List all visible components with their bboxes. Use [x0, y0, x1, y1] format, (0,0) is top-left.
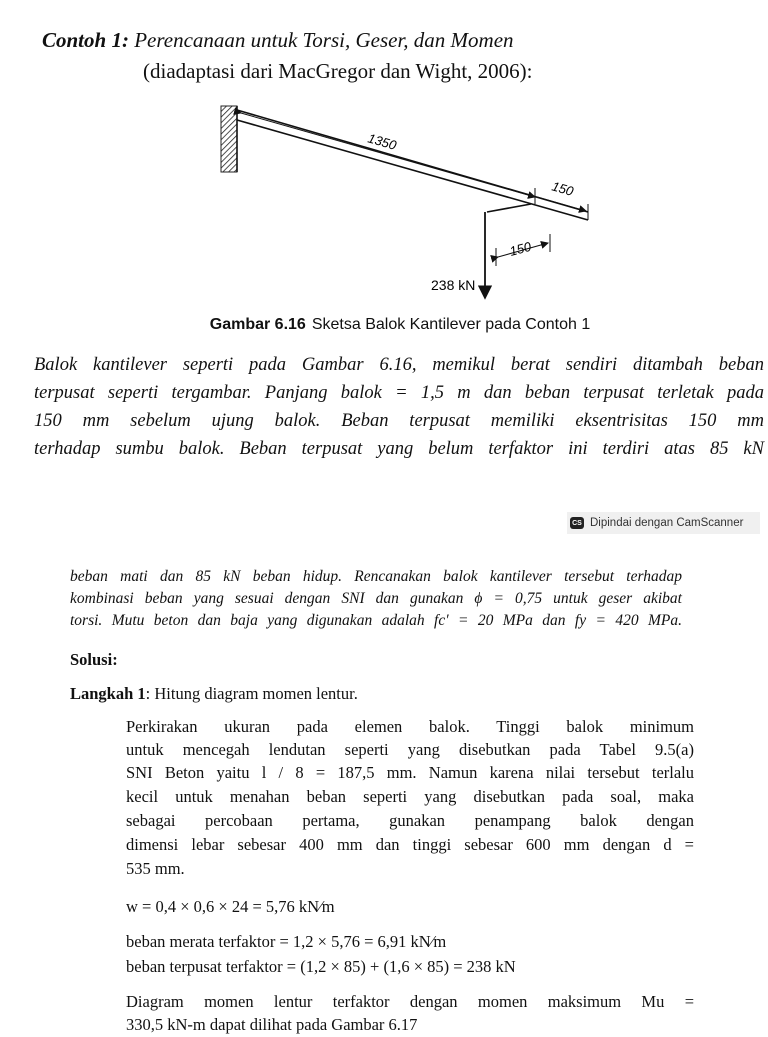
paragraph-line: terhadap sumbu balok. Beban terpusat yang belum terfaktor ini terdiri atas 85 kN — [34, 439, 764, 459]
body-line-cut: 330,5 kN-m dapat dilihat pada Gambar 6.17 — [126, 1015, 418, 1034]
body-line: sebagai percobaan pertama, gunakan penampang balok dengan — [126, 811, 694, 830]
example-label: Contoh 1: — [42, 28, 129, 52]
camscanner-badge — [567, 512, 760, 534]
body-line: kecil untuk menahan beban seperti yang disebutkan pada soal, maka — [126, 787, 694, 806]
paragraph-line: kombinasi beban yang sesuai dengan SNI dan gunakan ϕ = 0,75 untuk geser akibat — [70, 590, 682, 607]
example-heading — [42, 28, 514, 53]
step-1-label: Langkah 1 — [70, 684, 146, 703]
body-line: 535 mm. — [126, 859, 185, 878]
figure-caption-text: Sketsa Balok Kantilever pada Contoh 1 — [311, 316, 591, 333]
step-1-heading — [70, 684, 358, 704]
equation-self-weight: w = 0,4 × 0,6 × 24 = 5,76 kN⁄m — [126, 897, 335, 916]
body-line: SNI Beton yaitu l / 8 = 187,5 mm. Namun karena nilai tersebut terlalu — [126, 763, 694, 782]
load-bracket — [487, 204, 531, 212]
dimension-label-end: 150 — [550, 178, 576, 199]
equation-distributed-load: beban merata terfaktor = 1,2 × 5,76 = 6,91 kN⁄m — [126, 932, 447, 951]
beam-bottom-edge — [237, 120, 588, 220]
paragraph-line: 150 mm sebelum ujung balok. Beban terpusat memiliki eksentrisitas 150 mm — [34, 411, 764, 431]
paragraph-line: beban mati dan 85 kN beban hidup. Rencanakan balok kantilever tersebut terhadap — [70, 568, 682, 585]
figure-number: Gambar 6.16 — [209, 316, 306, 333]
dimension-line-end — [537, 197, 586, 211]
camscanner-logo-icon: CS — [570, 517, 584, 529]
paragraph-line: torsi. Mutu beton dan baja yang digunakan adalah fc′ = 20 MPa dan fy = 420 MPa. — [70, 612, 682, 629]
example-source: (diadaptasi dari MacGregor dan Wight, 2006): — [143, 59, 533, 83]
equation-point-load: beban terpusat terfaktor = (1,2 × 85) + (1,6 × 85) = 238 kN — [126, 957, 516, 976]
step-1-text: : Hitung diagram momen lentur. — [145, 684, 358, 703]
fixed-support — [221, 106, 237, 172]
dimension-label-1350: 1350 — [366, 130, 399, 153]
body-line: Perkirakan ukuran pada elemen balok. Tinggi balok minimum — [126, 717, 694, 736]
solution-heading: Solusi: — [70, 650, 118, 669]
body-line: Diagram momen lentur terfaktor dengan momen maksimum Mu = — [126, 992, 694, 1011]
ecc-dimension-label: 150 — [507, 238, 533, 259]
example-title: Perencanaan untuk Torsi, Geser, dan Momen — [134, 28, 514, 52]
paragraph-line: Balok kantilever seperti pada Gambar 6.16, memikul berat sendiri ditambah beban — [34, 355, 764, 375]
load-label: 238 kN — [431, 277, 476, 293]
cantilever-beam-figure — [215, 100, 605, 310]
paragraph-line: terpusat seperti tergambar. Panjang balok = 1,5 m dan beban terpusat terletak pada — [34, 383, 764, 403]
dimension-line-1350 — [241, 113, 535, 197]
camscanner-text: Dipindai dengan CamScanner — [590, 517, 744, 529]
figure-caption — [0, 316, 768, 334]
body-line: untuk mencegah lendutan seperti yang disebutkan pada Tabel 9.5(a) — [126, 740, 694, 759]
body-line: dimensi lebar sebesar 400 mm dan tinggi sebesar 600 mm dengan d = — [126, 835, 694, 854]
